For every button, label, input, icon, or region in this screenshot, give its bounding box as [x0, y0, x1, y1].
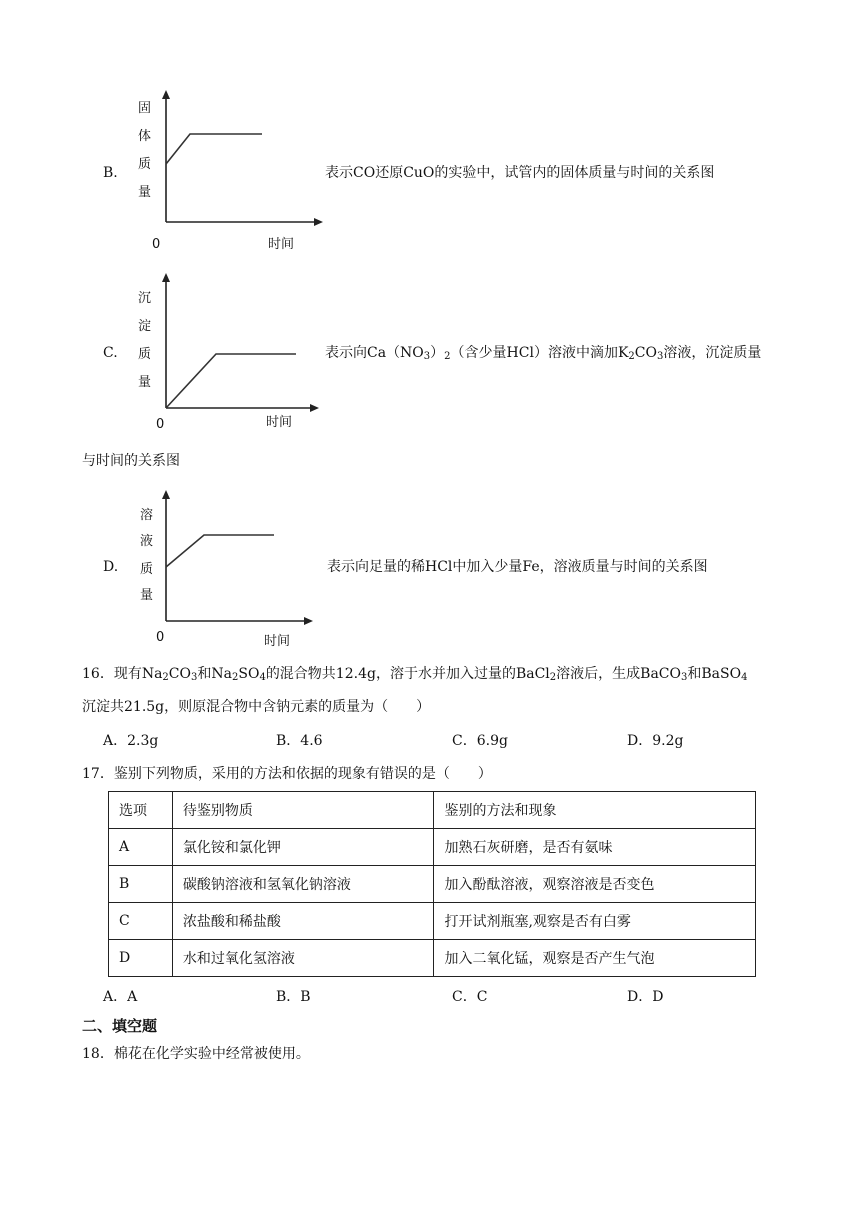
q17-option-d: D．D: [627, 989, 664, 1005]
q16-option-a: A．2.3g: [103, 733, 159, 749]
table-cell: 水和过氧化氢溶液: [172, 940, 434, 977]
q17-option-c: C．C: [452, 989, 488, 1005]
table-row: [109, 903, 756, 940]
table-header-row: [109, 792, 756, 829]
q18-stem: 18．棉花在化学实验中经常被使用。: [82, 1046, 310, 1062]
ylabel-char: 液: [140, 534, 154, 549]
origin-label: 0: [156, 417, 165, 432]
option-b-desc: 表示CO还原CuO的实验中，试管内的固体质量与时间的关系图: [325, 165, 715, 181]
graph-b: [130, 88, 330, 262]
graph-d: [130, 487, 330, 655]
table-cell: B: [109, 866, 173, 903]
ylabel-char: 淀: [138, 319, 152, 334]
q16-option-b: B．4.6: [276, 733, 323, 749]
option-c-desc: 表示向$Ca(NO_3)_2$（含少量HCl）溶液中滴加$K_2CO_3$溶液，沉淀质量: [325, 345, 762, 362]
xlabel: 时间: [264, 634, 291, 649]
table-cell: A: [109, 829, 173, 866]
option-c-letter: C.: [103, 345, 118, 361]
q16-option-d: D．9.2g: [627, 733, 684, 749]
q17-option-b: B．B: [276, 989, 311, 1005]
ylabel-char: 量: [140, 588, 154, 603]
table-cell: D: [109, 940, 173, 977]
table-row: [109, 866, 756, 903]
table-cell: 浓盐酸和稀盐酸: [172, 903, 434, 940]
origin-label: 0: [152, 237, 161, 252]
table-cell: 氯化铵和氯化钾: [172, 829, 434, 866]
xlabel: 时间: [266, 415, 293, 430]
q16-option-c: C．6.9g: [452, 733, 508, 749]
ylabel-char: 量: [138, 185, 152, 200]
table-row: [109, 829, 756, 866]
q16-stem-line2: 沉淀共21.5g，则原混合物中含钠元素的质量为（ ）: [82, 699, 431, 715]
ylabel-char: 质: [140, 562, 154, 577]
ylabel-char: 溶: [140, 508, 154, 523]
table-cell: 打开试剂瓶塞,观察是否有白雾: [434, 903, 756, 940]
ylabel-char: 质: [138, 157, 152, 172]
table-cell: C: [109, 903, 173, 940]
q17-table: [108, 791, 756, 977]
table-cell: 加入二氧化锰，观察是否产生气泡: [434, 940, 756, 977]
table-header: 待鉴别物质: [172, 792, 434, 829]
q17-stem: 17．鉴别下列物质，采用的方法和依据的现象有错误的是（ ）: [82, 766, 492, 782]
table-header: 选项: [109, 792, 173, 829]
ylabel-char: 沉: [138, 291, 152, 306]
q17-option-a: A．A: [103, 989, 138, 1005]
ylabel-char: 固: [138, 101, 152, 116]
option-d-letter: D.: [103, 559, 119, 575]
q16-stem-line1: 16．现有$Na_2CO_3$和$Na_2SO_4$的混合物共12.4g，溶于水并加入过量的BaCl$_2$溶液后，生成BaCO$_3$和BaSO$_4$: [82, 666, 748, 683]
option-c-desc-cont: 与时间的关系图: [82, 453, 180, 469]
ylabel-char: 体: [138, 129, 152, 144]
table-cell: 加熟石灰研磨，是否有氨味: [434, 829, 756, 866]
origin-label: 0: [156, 630, 165, 645]
graph-c: [130, 270, 330, 436]
xlabel: 时间: [268, 237, 295, 252]
section-heading: 二、填空题: [82, 1017, 158, 1035]
ylabel-char: 量: [138, 375, 152, 390]
table-cell: 碳酸钠溶液和氢氧化钠溶液: [172, 866, 434, 903]
table-row: [109, 940, 756, 977]
option-d-desc: 表示向足量的稀HCl中加入少量Fe，溶液质量与时间的关系图: [327, 559, 708, 575]
option-b-letter: B.: [103, 165, 118, 181]
table-cell: 加入酚酞溶液，观察溶液是否变色: [434, 866, 756, 903]
ylabel-char: 质: [138, 347, 152, 362]
table-header: 鉴别的方法和现象: [434, 792, 756, 829]
